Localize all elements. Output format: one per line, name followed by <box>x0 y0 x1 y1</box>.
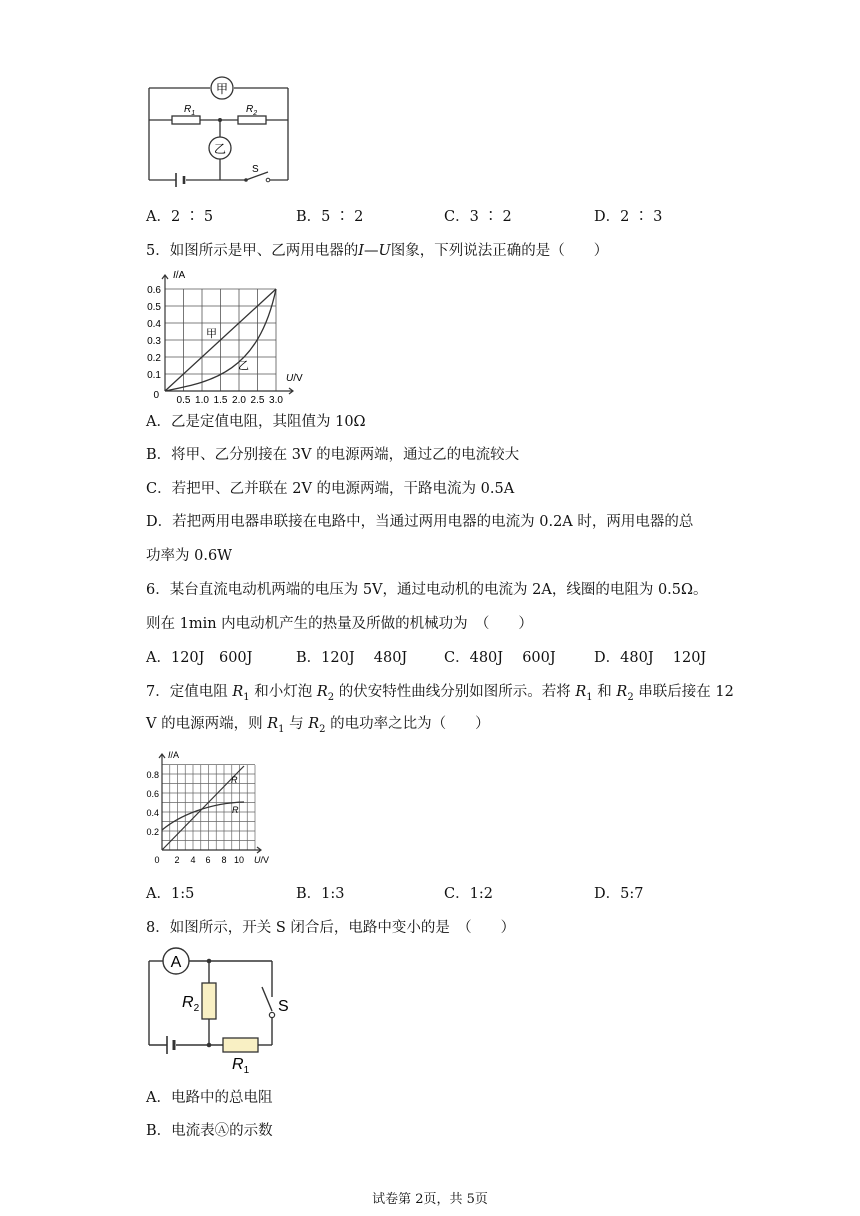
svg-text:U/V: U/V <box>286 373 303 384</box>
r2-sub: 2 <box>253 110 258 117</box>
q5-option-b: B．将甲、乙分别接在 3V 的电源两端，通过乙的电流较大 <box>146 447 520 463</box>
q5-xtick: 1.5 <box>213 395 228 406</box>
q7-xtick: 4 <box>190 855 196 865</box>
q7-option-b: B．1:3 <box>296 886 345 902</box>
q5-option-a: A．乙是定值电阻，其阻值为 10Ω <box>146 414 366 430</box>
q5-xtick: 0.5 <box>176 395 191 406</box>
r2-label: R <box>182 994 194 1011</box>
q4-option-b: B．5 ∶ 2 <box>296 209 364 225</box>
resistor-r2 <box>202 983 216 1019</box>
curve-r2-label: R <box>232 805 239 815</box>
q8-option-b: B．电流表Ⓐ的示数 <box>146 1123 273 1139</box>
iu-graph-q7 <box>140 745 290 870</box>
svg-text:R2: $R_2$ <box>182 994 200 1014</box>
q7-ytick: 0.8 <box>146 770 159 780</box>
q7-ytick: 0.4 <box>146 808 159 818</box>
q5-ytick: 0.2 <box>147 353 161 364</box>
q4-option-c: C．3 ∶ 2 <box>444 209 512 225</box>
label-jia: 甲 <box>206 328 217 340</box>
circuit-diagram-q4 <box>140 70 300 190</box>
svg-text:R1 <box>184 104 195 117</box>
q7-xtick: 2 <box>174 855 180 865</box>
q4-option-a: A．2 ∶ 5 <box>146 209 214 225</box>
switch-label: S <box>252 164 259 175</box>
svg-text:R2 <box>246 104 257 117</box>
q7-xtick: 10 <box>233 855 245 865</box>
q5-option-d: D．若把两用电器串联接在电路中，当通过两用电器的电流为 0.2A 时，两用电器的总 <box>146 514 694 530</box>
r1-sub: 1 <box>191 110 196 117</box>
q5-stem: 5．如图所示是甲、乙两用电器的I—U图象，下列说法正确的是（ ） <box>146 243 609 259</box>
q6-option-d: D．480J 120J <box>594 650 707 666</box>
iu-graph-q5 <box>140 264 330 406</box>
q5-xtick: 2.0 <box>232 395 246 406</box>
q5-xtick: 3.0 <box>269 395 283 406</box>
q7-xtick: 8 <box>221 855 227 865</box>
switch-s-label: S <box>278 998 289 1015</box>
q5-ytick: 0.3 <box>147 336 161 347</box>
resistor-r1 <box>223 1038 258 1052</box>
q5-option-c: C．若把甲、乙并联在 2V 的电源两端，干路电流为 0.5A <box>146 481 515 497</box>
q5-xtick: 2.5 <box>250 395 265 406</box>
q4-option-d: D．2 ∶ 3 <box>594 209 663 225</box>
ammeter-label: A <box>170 954 182 971</box>
q7-stem-line2: V 的电源两端，则 $R_1$ 与 $R_2$ 的电功率之比为（ ） <box>146 716 490 735</box>
q8-option-a: A．电路中的总电阻 <box>146 1090 273 1106</box>
r1-label: R <box>184 104 192 115</box>
svg-text:R1: $R_1$ <box>232 1056 250 1076</box>
q7-option-c: C．1:2 <box>444 886 493 902</box>
meter-yi-label: 乙 <box>213 142 227 156</box>
q6-option-a: A．120J 600J <box>146 650 253 666</box>
q8-stem: 8．如图所示，开关 S 闭合后，电路中变小的是 （ ） <box>146 920 516 936</box>
q5-ytick: 0.5 <box>147 302 161 313</box>
q6-stem-line1: 6．某台直流电动机两端的电压为 5V，通过电动机的电流为 2A，线圈的电阻为 0.5Ω。 <box>146 582 708 598</box>
q7-ytick: 0.2 <box>146 827 159 837</box>
svg-text:I/A: I/A <box>173 270 186 281</box>
page-footer: 试卷第 2页，共 5页 <box>372 1192 488 1207</box>
q6-stem-line2: 则在 1min 内电动机产生的热量及所做的机械功为 （ ） <box>146 616 533 632</box>
svg-text:U/V: U/V <box>254 855 270 865</box>
svg-text:I/A: I/A <box>168 750 180 760</box>
r1-label: R <box>232 1056 244 1073</box>
q7-xtick: 6 <box>205 855 211 865</box>
meter-jia-label: 甲 <box>215 82 229 96</box>
q5-option-d-cont: 功率为 0.6W <box>146 548 233 564</box>
label-yi: 乙 <box>238 360 249 372</box>
q7-origin: 0 <box>154 855 160 865</box>
r2-label: R <box>246 104 254 115</box>
q7-stem-line1: 7．定值电阻 $R_1$ 和小灯泡 $R_2$ 的伏安特性曲线分别如图所示。若将 $R_1$ 和 $R_2$ 串联后接在 12 <box>146 684 734 703</box>
q7-option-a: A．1:5 <box>146 886 195 902</box>
q6-option-b: B．120J 480J <box>296 650 408 666</box>
circuit-diagram-q8 <box>140 945 300 1076</box>
curve-r1-label: R <box>231 775 238 785</box>
q5-ytick: 0.6 <box>147 285 161 296</box>
q6-option-c: C．480J 600J <box>444 650 556 666</box>
q5-ytick: 0.4 <box>147 319 161 330</box>
q5-origin: 0 <box>153 390 159 401</box>
q7-ytick: 0.6 <box>146 789 159 799</box>
q7-option-d: D．5:7 <box>594 886 644 902</box>
q5-xtick: 1.0 <box>195 395 209 406</box>
q5-ytick: 0.1 <box>147 370 161 381</box>
